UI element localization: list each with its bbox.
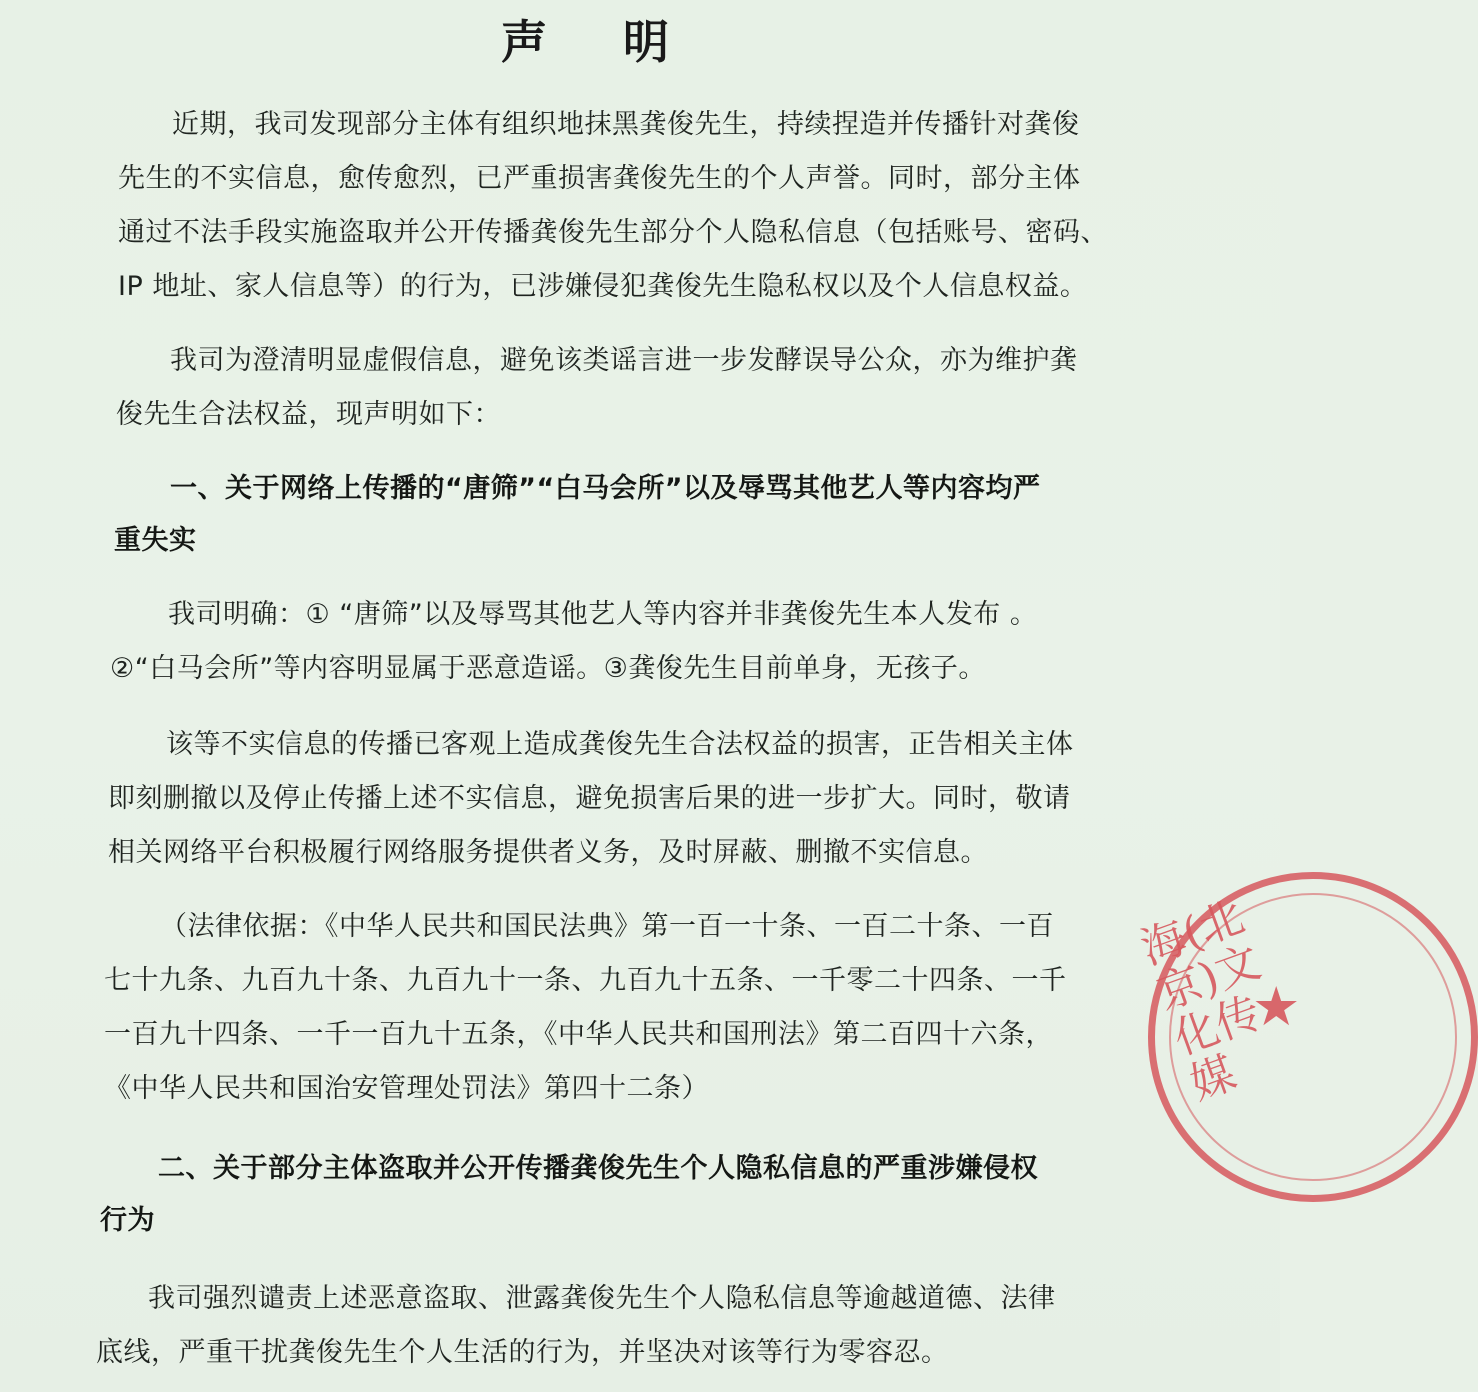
seal-star-icon: ★ [1252, 975, 1301, 1038]
paragraph-line: 近期，我司发现部分主体有组织地抹黑龚俊先生，持续捏造并传播针对龚俊 [172, 109, 1080, 140]
section-heading-2: 行为 [100, 1205, 155, 1236]
paragraph-line: 我司明确：① “唐筛”以及辱骂其他艺人等内容并非龚俊先生本人发布 。 [168, 599, 1038, 630]
paragraph-line: 即刻删撤以及停止传播上述不实信息，避免损害后果的进一步扩大。同时，敬请 [108, 783, 1071, 814]
paragraph-line: 七十九条、九百九十条、九百九十一条、九百九十五条、一千零二十四条、一千 [104, 965, 1067, 996]
paragraph-line: 我司强烈谴责上述恶意盗取、泄露龚俊先生个人隐私信息等逾越道德、法律 [148, 1283, 1056, 1314]
paragraph-line: 底线，严重干扰龚俊先生个人生活的行为，并坚决对该等行为零容忍。 [96, 1337, 949, 1368]
paragraph-line: 该等不实信息的传播已客观上造成龚俊先生合法权益的损害，正告相关主体 [166, 729, 1074, 760]
paragraph-line: IP 地址、家人信息等）的行为，已涉嫌侵犯龚俊先生隐私权以及个人信息权益。 [118, 271, 1088, 302]
paragraph-line: 相关网络平台积极履行网络服务提供者义务，及时屏蔽、删撤不实信息。 [108, 837, 988, 868]
paragraph-line: 我司为澄清明显虚假信息，避免该类谣言进一步发酵误导公众，亦为维护龚 [170, 345, 1078, 376]
paragraph-line: 俊先生合法权益，现声明如下： [116, 399, 501, 430]
paragraph-line: 先生的不实信息，愈传愈烈，已严重损害龚俊先生的个人声誉。同时，部分主体 [118, 163, 1081, 194]
paragraph-line: ②“白马会所”等内容明显属于恶意造谣。③龚俊先生目前单身，无孩子。 [110, 653, 986, 684]
section-heading-1: 重失实 [114, 525, 197, 556]
section-heading-1: 一、关于网络上传播的“唐筛”“白马会所”以及辱骂其他艺人等内容均严 [170, 473, 1041, 504]
document-title: 声 明 [500, 15, 699, 69]
company-seal-text: 海(北京)文化传媒 [1134, 891, 1268, 1111]
section-heading-2: 二、关于部分主体盗取并公开传播龚俊先生个人隐私信息的严重涉嫌侵权 [158, 1153, 1038, 1184]
paragraph-line: 一百九十四条、一千一百九十五条，《中华人民共和国刑法》第二百四十六条， [104, 1019, 1053, 1050]
paragraph-line: 《中华人民共和国治安管理处罚法》第四十二条） [104, 1073, 709, 1104]
paragraph-line: 通过不法手段实施盗取并公开传播龚俊先生部分个人隐私信息（包括账号、密码、 [118, 217, 1108, 248]
paragraph-line: （法律依据：《中华人民共和国民法典》第一百一十条、一百二十条、一百 [160, 911, 1054, 942]
